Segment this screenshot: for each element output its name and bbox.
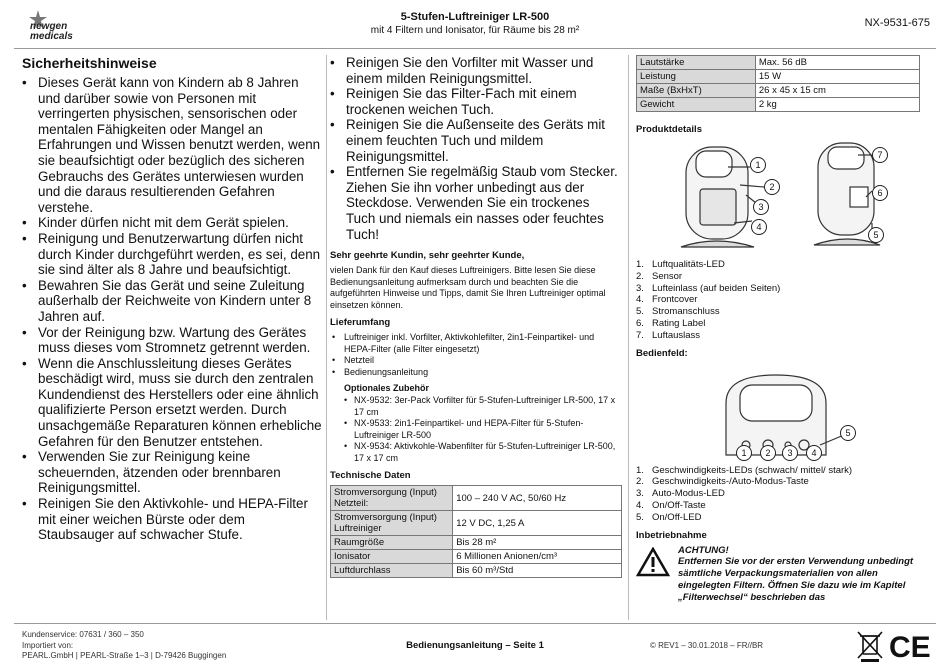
list-item (636, 318, 920, 330)
table-cell: 26 x 45 x 15 cm (755, 84, 919, 98)
table-cell: Lautstärke (637, 56, 756, 70)
header-divider (14, 48, 936, 49)
list-item: • Reinigen Sie den Vorfilter mit Wasser und einem milden Reinigungsmittel. (330, 55, 622, 86)
revision-label: © REV1 – 30.01.2018 – FR//BR (650, 641, 764, 650)
table-cell: 12 V DC, 1,25 A (453, 511, 622, 536)
table-cell: Max. 56 dB (755, 56, 919, 70)
list-item: • Reinigung und Benutzerwartung dürfen nicht durch Kinder durchgeführt werden, es sei, denn sie sind älter als 8 Jahre und beaufsichtigt. (22, 231, 322, 278)
logo-line-1: newgen (30, 21, 68, 32)
safety-list-continued (330, 55, 622, 242)
table-row (331, 511, 622, 536)
list-item (636, 488, 920, 500)
scope-heading: Lieferumfang (330, 317, 391, 329)
item-text: Frontcover (652, 294, 698, 306)
tech-table-continued (636, 55, 920, 112)
panel-callout-2: 2 (760, 445, 776, 461)
importer-label: Importiert von: (22, 640, 74, 650)
column-safety (22, 55, 322, 543)
table-row (331, 486, 622, 511)
table-cell: Maße (BxHxT) (637, 84, 756, 98)
list-item (636, 306, 920, 318)
list-item: • Bewahren Sie das Gerät und seine Zuleitung außerhalb der Reichweite von Kindern unter 8 Jahren auf. (22, 278, 322, 325)
callout-2: 2 (764, 179, 780, 195)
product-parts-list (636, 259, 920, 342)
optional-list (344, 395, 622, 464)
list-item: • NX-9534: Aktivkohle-Wabenfilter für 5-Stufen-Luftreiniger LR-500, 17 x 17 cm (344, 441, 622, 464)
warning-text: Entfernen Sie vor der ersten Verwendung unbedingt sämtliche Verpackungsmaterialien von allen eingelegten Filtern. Öffnen Sie dazu wie im Kapitel „Filterwechsel“ beschrieben das (678, 556, 914, 603)
item-number: 1. (636, 464, 644, 476)
list-item (636, 500, 920, 512)
list-item (636, 465, 920, 477)
tech-table (330, 485, 622, 578)
optional-accessories (330, 383, 622, 464)
list-item: • Kinder dürfen nicht mit dem Gerät spielen. (22, 215, 322, 231)
footer-divider (14, 623, 936, 624)
table-row (637, 56, 920, 70)
document-subtitle: mit 4 Filtern und Ionisator, für Räume bis 28 m² (370, 25, 580, 36)
item-text: Luftqualitäts-LED (652, 259, 725, 270)
product-illustration (636, 141, 920, 257)
importer-address: PEARL.GmbH | PEARL-Straße 1–3 | D-79426 Buggingen (22, 651, 227, 660)
column-divider-1 (326, 55, 327, 620)
item-number: 5. (636, 306, 644, 318)
table-row (331, 564, 622, 578)
item-number: 4. (636, 499, 644, 511)
safety-list (22, 75, 322, 543)
table-cell: 6 Millionen Anionen/cm³ (453, 550, 622, 564)
list-item: • NX-9533: 2in1-Feinpartikel- und HEPA-Filter für 5-Stufen-Luftreiniger LR-500 (344, 418, 622, 441)
callout-3: 3 (753, 199, 769, 215)
document-title: 5-Stufen-Luftreiniger LR-500 (400, 11, 550, 23)
setup-heading: Inbetriebnahme (636, 529, 707, 541)
item-text: Geschwindigkeits-LEDs (schwach/ mittel/ stark) (652, 464, 853, 476)
item-number: 6. (636, 317, 644, 329)
table-row (637, 98, 920, 112)
table-row (331, 550, 622, 564)
list-item: • Dieses Gerät kann von Kindern ab 8 Jahren und darüber sowie von Personen mit verringerten physischen, sensorischen oder mentalen Fähigkeiten oder Mangel an Erfahrungen und Wissen benutzt werden, wenn sie beaufsichtigt oder bezüglich des sicheren Gebrauchs des Gerätes unterwiesen wurden und die daraus resultierenden Gefahren verstehe. (22, 75, 322, 215)
logo-line-2: medicals (30, 31, 73, 42)
title-block (0, 11, 950, 36)
list-item: • Verwenden Sie zur Reinigung keine scheuernden, ätzenden oder brennbaren Reinigungsmittel. (22, 449, 322, 496)
table-cell: Bis 28 m² (453, 536, 622, 550)
item-text: Geschwindigkeits-/Auto-Modus-Taste (652, 476, 809, 488)
item-text: On/Off-LED (652, 511, 702, 523)
greeting-heading: Sehr geehrte Kundin, sehr geehrter Kunde, (330, 250, 525, 262)
page-header (0, 0, 950, 48)
list-item: • Entfernen Sie regelmäßig Staub vom Stecker. Ziehen Sie ihn vorher unbedingt aus der Steckdose. Verwenden Sie ein trockenes Tuch und niemals ein nasses oder feuchtes Tuch! (330, 164, 622, 242)
optional-heading: Optionales Zubehör (344, 383, 430, 394)
article-number: NX-9531-675 (864, 17, 930, 29)
service-line: Kundenservice: 07631 / 360 – 350 (22, 630, 144, 639)
product-heading: Produktdetails (636, 124, 702, 135)
list-item (636, 283, 920, 295)
table-cell: Stromversorgung (Input) Luftreiniger (331, 511, 453, 536)
item-text: Lufteinlass (auf beiden Seiten) (652, 282, 781, 294)
callout-1: 1 (750, 157, 766, 173)
list-item (636, 294, 920, 306)
greeting-text: vielen Dank für den Kauf dieses Luftreinigers. Bitte lesen Sie diese Bedienungsanleitung aufmerksam durch und beachten Sie die aufgeführten Hinweise und Tipps, damit Sie Ihren Luftreiniger optimal einsetzen können. (330, 265, 606, 310)
item-text: Stromanschluss (652, 306, 720, 318)
item-number: 1. (636, 259, 644, 270)
list-item: • Wenn die Anschlussleitung dieses Gerätes beschädigt wird, muss sie durch den zentralen Kundendienst des Herstellers oder eine ähnlich qualifizierte Person ersetzt werden. Durch unsachgemäße Reparaturen können erhebliche Gefahren für den Benutzer entstehen. (22, 356, 322, 450)
callout-7: 7 (872, 147, 888, 163)
control-panel-illustration (636, 363, 920, 463)
table-cell: 2 kg (755, 98, 919, 112)
callout-6: 6 (872, 185, 888, 201)
table-cell: Leistung (637, 70, 756, 84)
list-item: • NX-9532: 3er-Pack Vorfilter für 5-Stufen-Luftreiniger LR-500, 17 x 17 cm (344, 395, 622, 418)
list-item: • Reinigen Sie die Außenseite des Geräts mit einem feuchten Tuch und mildem Reinigungsmittel. (330, 117, 622, 164)
item-number: 5. (636, 511, 644, 523)
item-number: 7. (636, 329, 644, 341)
compliance-marks (855, 628, 935, 664)
list-item: • Vor der Reinigung bzw. Wartung des Gerätes muss dieses vom Stromnetz getrennt werden. (22, 325, 322, 356)
control-panel-list (636, 465, 920, 524)
table-cell: Raumgröße (331, 536, 453, 550)
callout-5: 5 (868, 227, 884, 243)
list-item (636, 259, 920, 271)
table-cell: Stromversorgung (Input) Netzteil: (331, 486, 453, 511)
list-item: • Netzteil (330, 355, 622, 367)
table-row (637, 70, 920, 84)
weee-bin-icon (855, 628, 935, 664)
list-item: • Reinigen Sie den Aktivkohle- und HEPA-Filter mit einer weichen Bürste oder dem Staubsauger auf schwacher Stufe. (22, 496, 322, 543)
table-cell: Ionisator (331, 550, 453, 564)
panel-callout-5: 5 (840, 425, 856, 441)
column-divider-2 (628, 55, 629, 620)
item-number: 3. (636, 488, 644, 500)
table-row (331, 536, 622, 550)
table-cell: 15 W (755, 70, 919, 84)
page-label: Bedienungsanleitung – Seite 1 (406, 640, 544, 651)
item-text: Rating Label (652, 317, 706, 329)
tech-heading: Technische Daten (330, 470, 411, 482)
warning-box (636, 545, 920, 604)
item-number: 2. (636, 270, 644, 282)
column-middle (330, 55, 622, 578)
item-text: Luftauslass (652, 329, 701, 341)
safety-heading: Sicherheitshinweise (22, 55, 157, 71)
item-text: Sensor (652, 270, 683, 282)
list-item: • Bedienungsanleitung (330, 367, 622, 379)
table-cell: Luftdurchlass (331, 564, 453, 578)
column-right (636, 55, 920, 604)
warning-title: ACHTUNG! (678, 544, 729, 556)
list-item (636, 512, 920, 524)
item-number: 3. (636, 282, 644, 294)
scope-list (330, 332, 622, 378)
table-cell: 100 – 240 V AC, 50/60 Hz (453, 486, 622, 511)
warning-triangle-icon (636, 547, 670, 577)
list-item: • Luftreiniger inkl. Vorfilter, Aktivkohlefilter, 2in1-Feinpartikel- und HEPA-Filter (alle Filter eingesetzt) (330, 332, 622, 355)
panel-callout-3: 3 (782, 445, 798, 461)
list-item (636, 330, 920, 342)
list-item: • Reinigen Sie das Filter-Fach mit einem trockenen weichen Tuch. (330, 86, 622, 117)
panel-callout-1: 1 (736, 445, 752, 461)
callout-4: 4 (751, 219, 767, 235)
ce-mark-icon: CE (889, 631, 931, 664)
warning-text-block (678, 545, 920, 604)
item-text: On/Off-Taste (652, 499, 706, 511)
panel-callout-4: 4 (806, 445, 822, 461)
table-cell: Bis 60 m³/Std (453, 564, 622, 578)
table-row (637, 84, 920, 98)
item-number: 2. (636, 476, 644, 488)
list-item (636, 271, 920, 283)
list-item (636, 476, 920, 488)
panel-heading: Bedienfeld: (636, 347, 688, 359)
table-cell: Gewicht (637, 98, 756, 112)
item-number: 4. (636, 294, 644, 306)
control-panel-drawing-icon (636, 363, 920, 463)
item-text: Auto-Modus-LED (652, 488, 725, 500)
